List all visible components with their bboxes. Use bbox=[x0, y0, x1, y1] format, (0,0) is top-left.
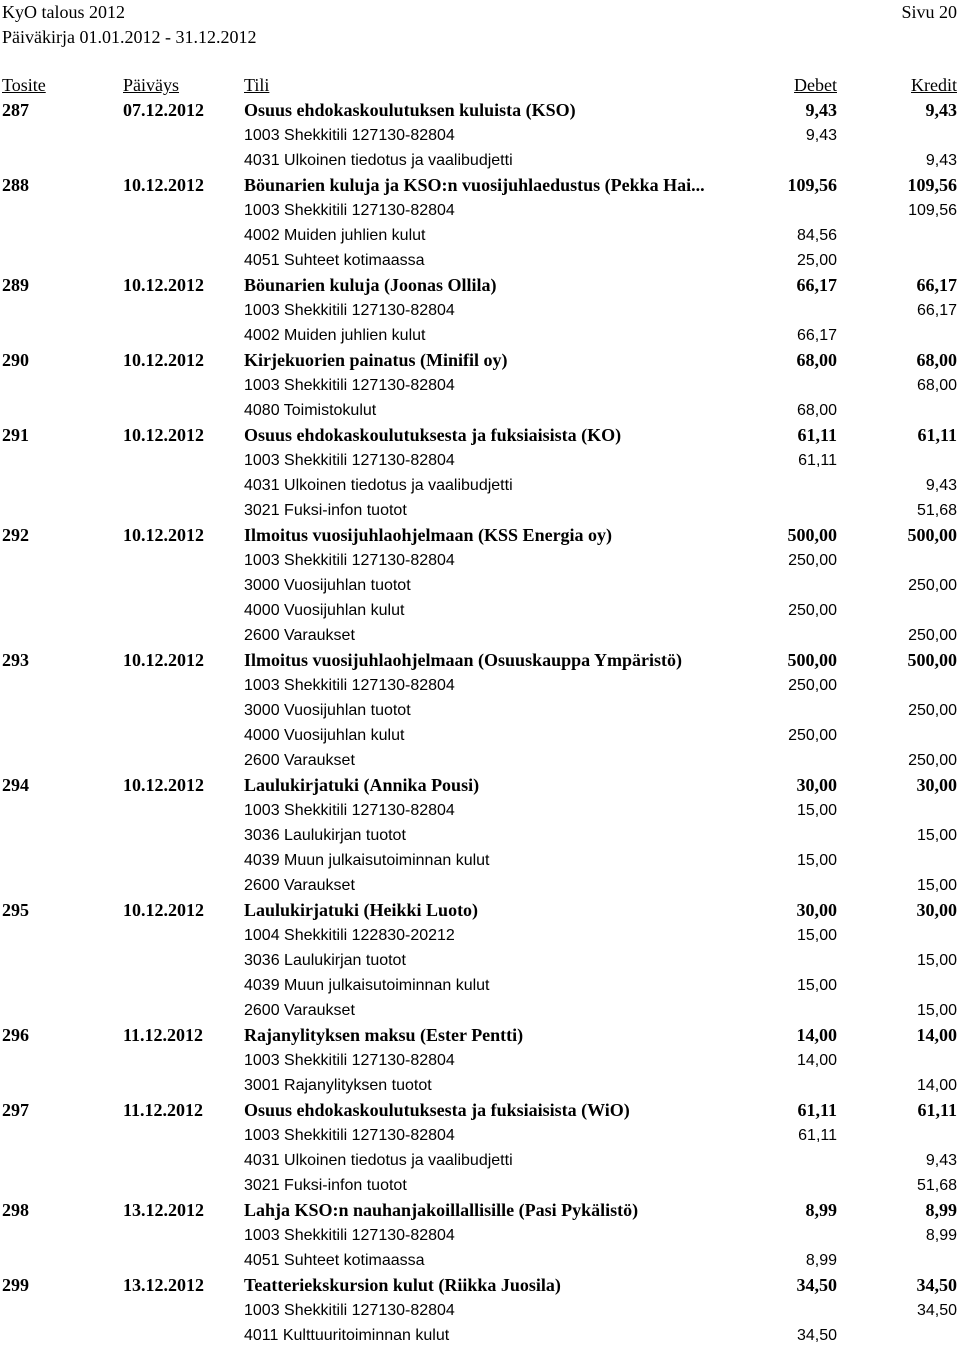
line-kredit: 250,00 bbox=[908, 702, 957, 719]
voucher-number: 295 bbox=[2, 900, 29, 920]
account-line-row bbox=[2, 1073, 957, 1098]
entry-kredit: 500,00 bbox=[907, 650, 957, 670]
column-headers bbox=[2, 73, 957, 98]
entry-debet: 500,00 bbox=[787, 525, 837, 545]
entry-row bbox=[2, 273, 957, 298]
account-line-row bbox=[2, 1248, 957, 1273]
entry-description: Rajanylityksen maksu (Ester Pentti) bbox=[244, 1025, 524, 1045]
account-line-row bbox=[2, 498, 957, 523]
entry-debet: 30,00 bbox=[796, 775, 837, 795]
entry-row bbox=[2, 898, 957, 923]
entry-row bbox=[2, 1023, 957, 1048]
account-name: 3021 Fuksi-infon tuotot bbox=[244, 502, 407, 519]
account-name: 4039 Muun julkaisutoiminnan kulut bbox=[244, 977, 490, 994]
line-debet: 68,00 bbox=[796, 402, 837, 419]
line-kredit: 15,00 bbox=[916, 1002, 957, 1019]
entry-kredit: 109,56 bbox=[907, 175, 957, 195]
report-header bbox=[2, 0, 957, 56]
account-line-row bbox=[2, 248, 957, 273]
entry-description: Lahja KSO:n nauhanjakoillallisille (Pasi Pykälistö) bbox=[244, 1200, 639, 1220]
line-debet: 61,11 bbox=[798, 452, 837, 469]
account-line-row bbox=[2, 223, 957, 248]
line-debet: 15,00 bbox=[796, 802, 837, 819]
entry-row bbox=[2, 173, 957, 198]
entry-date: 07.12.2012 bbox=[123, 100, 204, 120]
account-line-row bbox=[2, 873, 957, 898]
entry-description: Osuus ehdokaskoulutuksesta ja fuksiaisista (WiO) bbox=[244, 1100, 630, 1120]
account-line-row bbox=[2, 573, 957, 598]
report-subtitle: Päiväkirja 01.01.2012 - 31.12.2012 bbox=[2, 27, 257, 47]
entry-debet: 30,00 bbox=[796, 900, 837, 920]
entry-debet: 109,56 bbox=[787, 175, 837, 195]
entry-debet: 34,50 bbox=[796, 1275, 837, 1295]
entry-row bbox=[2, 773, 957, 798]
entry-date: 10.12.2012 bbox=[123, 650, 204, 670]
voucher-number: 290 bbox=[2, 350, 29, 370]
account-name: 4000 Vuosijuhlan kulut bbox=[244, 727, 405, 744]
line-debet: 14,00 bbox=[796, 1052, 837, 1069]
entry-description: Böunarien kuluja ja KSO:n vuosijuhlaedustus (Pekka Hai... bbox=[244, 175, 705, 195]
account-name: 3021 Fuksi-infon tuotot bbox=[244, 1177, 407, 1194]
line-kredit: 9,43 bbox=[925, 1152, 957, 1169]
entry-kredit: 8,99 bbox=[925, 1200, 957, 1220]
line-kredit: 15,00 bbox=[916, 827, 957, 844]
account-line-row bbox=[2, 1173, 957, 1198]
line-debet: 9,43 bbox=[805, 127, 837, 144]
account-line-row bbox=[2, 798, 957, 823]
entry-kredit: 34,50 bbox=[916, 1275, 957, 1295]
account-name: 4031 Ulkoinen tiedotus ja vaalibudjetti bbox=[244, 152, 513, 169]
line-kredit: 8,99 bbox=[925, 1227, 957, 1244]
line-debet: 34,50 bbox=[796, 1327, 837, 1344]
account-line-row bbox=[2, 1323, 957, 1348]
entry-kredit: 500,00 bbox=[907, 525, 957, 545]
account-line-row bbox=[2, 473, 957, 498]
account-name: 4031 Ulkoinen tiedotus ja vaalibudjetti bbox=[244, 477, 513, 494]
entry-date: 10.12.2012 bbox=[123, 775, 204, 795]
account-line-row bbox=[2, 1223, 957, 1248]
entry-description: Ilmoitus vuosijuhlaohjelmaan (Osuuskauppa Ympäristö) bbox=[244, 650, 682, 670]
account-name: 3000 Vuosijuhlan tuotot bbox=[244, 702, 411, 719]
account-name: 3036 Laulukirjan tuotot bbox=[244, 952, 406, 969]
entry-date: 10.12.2012 bbox=[123, 900, 204, 920]
account-line-row bbox=[2, 673, 957, 698]
column-header-paivays: Päiväys bbox=[123, 75, 179, 95]
entry-description: Kirjekuorien painatus (Minifil oy) bbox=[244, 350, 508, 370]
account-name: 1003 Shekkitili 127130-82804 bbox=[244, 1127, 455, 1144]
account-name: 2600 Varaukset bbox=[244, 752, 355, 769]
account-name: 4080 Toimistokulut bbox=[244, 402, 377, 419]
voucher-number: 297 bbox=[2, 1100, 29, 1120]
line-debet: 15,00 bbox=[796, 927, 837, 944]
account-name: 1003 Shekkitili 127130-82804 bbox=[244, 1052, 455, 1069]
entry-row bbox=[2, 423, 957, 448]
entry-row bbox=[2, 348, 957, 373]
account-line-row bbox=[2, 698, 957, 723]
line-kredit: 250,00 bbox=[908, 627, 957, 644]
line-debet: 250,00 bbox=[788, 677, 837, 694]
entry-date: 13.12.2012 bbox=[123, 1275, 204, 1295]
account-name: 4031 Ulkoinen tiedotus ja vaalibudjetti bbox=[244, 1152, 513, 1169]
account-line-row bbox=[2, 548, 957, 573]
entry-debet: 500,00 bbox=[787, 650, 837, 670]
line-debet: 15,00 bbox=[796, 977, 837, 994]
voucher-number: 292 bbox=[2, 525, 29, 545]
entry-kredit: 30,00 bbox=[916, 775, 957, 795]
account-line-row bbox=[2, 998, 957, 1023]
account-line-row bbox=[2, 1123, 957, 1148]
line-debet: 250,00 bbox=[788, 727, 837, 744]
account-name: 1003 Shekkitili 127130-82804 bbox=[244, 802, 455, 819]
entry-debet: 8,99 bbox=[805, 1200, 837, 1220]
voucher-number: 287 bbox=[2, 100, 29, 120]
account-line-row bbox=[2, 1148, 957, 1173]
account-line-row bbox=[2, 323, 957, 348]
account-name: 4011 Kulttuuritoiminnan kulut bbox=[244, 1327, 450, 1344]
line-kredit: 250,00 bbox=[908, 752, 957, 769]
account-line-row bbox=[2, 373, 957, 398]
account-name: 3001 Rajanylityksen tuotot bbox=[244, 1077, 432, 1094]
line-kredit: 15,00 bbox=[916, 952, 957, 969]
account-name: 1004 Shekkitili 122830-20212 bbox=[244, 927, 455, 944]
voucher-number: 288 bbox=[2, 175, 29, 195]
entry-debet: 14,00 bbox=[796, 1025, 837, 1045]
account-line-row bbox=[2, 748, 957, 773]
account-name: 1003 Shekkitili 127130-82804 bbox=[244, 1302, 455, 1319]
line-kredit: 9,43 bbox=[925, 152, 957, 169]
account-line-row bbox=[2, 823, 957, 848]
entry-date: 10.12.2012 bbox=[123, 525, 204, 545]
entry-kredit: 61,11 bbox=[917, 1100, 957, 1120]
account-line-row bbox=[2, 1048, 957, 1073]
line-kredit: 15,00 bbox=[916, 877, 957, 894]
line-kredit: 66,17 bbox=[916, 302, 957, 319]
account-line-row bbox=[2, 123, 957, 148]
account-name: 4051 Suhteet kotimaassa bbox=[244, 1252, 425, 1269]
account-name: 3036 Laulukirjan tuotot bbox=[244, 827, 406, 844]
account-name: 4039 Muun julkaisutoiminnan kulut bbox=[244, 852, 490, 869]
voucher-number: 299 bbox=[2, 1275, 29, 1295]
line-debet: 66,17 bbox=[796, 327, 837, 344]
account-name: 1003 Shekkitili 127130-82804 bbox=[244, 377, 455, 394]
entry-description: Teatteriekskursion kulut (Riikka Juosila) bbox=[244, 1275, 561, 1295]
account-name: 4000 Vuosijuhlan kulut bbox=[244, 602, 405, 619]
account-line-row bbox=[2, 198, 957, 223]
voucher-number: 291 bbox=[2, 425, 29, 445]
account-line-row bbox=[2, 598, 957, 623]
account-name: 1003 Shekkitili 127130-82804 bbox=[244, 1227, 455, 1244]
entry-debet: 61,11 bbox=[797, 425, 837, 445]
account-line-row bbox=[2, 948, 957, 973]
account-name: 4051 Suhteet kotimaassa bbox=[244, 252, 425, 269]
line-kredit: 9,43 bbox=[925, 477, 957, 494]
entry-date: 11.12.2012 bbox=[123, 1100, 204, 1120]
line-kredit: 34,50 bbox=[916, 1302, 957, 1319]
entry-debet: 66,17 bbox=[796, 275, 837, 295]
voucher-number: 289 bbox=[2, 275, 29, 295]
entry-kredit: 68,00 bbox=[916, 350, 957, 370]
entry-date: 10.12.2012 bbox=[123, 175, 204, 195]
entry-date: 13.12.2012 bbox=[123, 1200, 204, 1220]
entry-date: 10.12.2012 bbox=[123, 275, 204, 295]
entry-row bbox=[2, 523, 957, 548]
voucher-number: 293 bbox=[2, 650, 29, 670]
account-line-row bbox=[2, 973, 957, 998]
entry-description: Osuus ehdokaskoulutuksesta ja fuksiaisista (KO) bbox=[244, 425, 622, 445]
entry-description: Laulukirjatuki (Heikki Luoto) bbox=[244, 900, 479, 920]
account-name: 4002 Muiden juhlien kulut bbox=[244, 227, 426, 244]
line-kredit: 14,00 bbox=[916, 1077, 957, 1094]
account-line-row bbox=[2, 148, 957, 173]
entry-debet: 68,00 bbox=[796, 350, 837, 370]
page-number: Sivu 20 bbox=[901, 2, 957, 22]
account-name: 1003 Shekkitili 127130-82804 bbox=[244, 202, 455, 219]
entry-description: Ilmoitus vuosijuhlaohjelmaan (KSS Energia oy) bbox=[244, 525, 613, 545]
entry-description: Laulukirjatuki (Annika Pousi) bbox=[244, 775, 480, 795]
account-line-row bbox=[2, 623, 957, 648]
entry-row bbox=[2, 648, 957, 673]
column-header-debet: Debet bbox=[794, 75, 837, 95]
entry-row bbox=[2, 1273, 957, 1298]
column-header-tosite: Tosite bbox=[2, 75, 46, 95]
entry-debet: 61,11 bbox=[797, 1100, 837, 1120]
entry-description: Osuus ehdokaskoulutuksen kuluista (KSO) bbox=[244, 100, 576, 120]
account-name: 1003 Shekkitili 127130-82804 bbox=[244, 677, 455, 694]
entry-kredit: 9,43 bbox=[925, 100, 957, 120]
line-debet: 8,99 bbox=[805, 1252, 837, 1269]
column-header-tili: Tili bbox=[244, 75, 270, 95]
journal-entries bbox=[2, 98, 957, 1348]
entry-kredit: 30,00 bbox=[916, 900, 957, 920]
account-line-row bbox=[2, 923, 957, 948]
entry-kredit: 61,11 bbox=[917, 425, 957, 445]
voucher-number: 296 bbox=[2, 1025, 29, 1045]
account-line-row bbox=[2, 298, 957, 323]
line-kredit: 250,00 bbox=[908, 577, 957, 594]
account-line-row bbox=[2, 448, 957, 473]
entry-row bbox=[2, 1198, 957, 1223]
line-debet: 61,11 bbox=[798, 1127, 837, 1144]
line-debet: 84,56 bbox=[796, 227, 837, 244]
line-debet: 15,00 bbox=[796, 852, 837, 869]
report-title: KyO talous 2012 bbox=[2, 2, 125, 22]
account-name: 2600 Varaukset bbox=[244, 627, 355, 644]
line-kredit: 68,00 bbox=[916, 377, 957, 394]
entry-row bbox=[2, 1098, 957, 1123]
account-name: 1003 Shekkitili 127130-82804 bbox=[244, 452, 455, 469]
account-name: 1003 Shekkitili 127130-82804 bbox=[244, 552, 455, 569]
entry-kredit: 14,00 bbox=[916, 1025, 957, 1045]
account-line-row bbox=[2, 723, 957, 748]
entry-date: 11.12.2012 bbox=[123, 1025, 204, 1045]
line-debet: 250,00 bbox=[788, 552, 837, 569]
voucher-number: 298 bbox=[2, 1200, 29, 1220]
account-name: 3000 Vuosijuhlan tuotot bbox=[244, 577, 411, 594]
line-kredit: 51,68 bbox=[916, 1177, 957, 1194]
entry-description: Böunarien kuluja (Joonas Ollila) bbox=[244, 275, 497, 295]
voucher-number: 294 bbox=[2, 775, 29, 795]
column-header-kredit: Kredit bbox=[911, 75, 957, 95]
account-line-row bbox=[2, 848, 957, 873]
account-name: 4002 Muiden juhlien kulut bbox=[244, 327, 426, 344]
entry-date: 10.12.2012 bbox=[123, 425, 204, 445]
entry-kredit: 66,17 bbox=[916, 275, 957, 295]
account-name: 1003 Shekkitili 127130-82804 bbox=[244, 127, 455, 144]
account-name: 2600 Varaukset bbox=[244, 1002, 355, 1019]
account-line-row bbox=[2, 1298, 957, 1323]
entry-row bbox=[2, 98, 957, 123]
account-line-row bbox=[2, 398, 957, 423]
account-name: 1003 Shekkitili 127130-82804 bbox=[244, 302, 455, 319]
line-debet: 25,00 bbox=[796, 252, 837, 269]
line-kredit: 51,68 bbox=[916, 502, 957, 519]
line-kredit: 109,56 bbox=[908, 202, 957, 219]
entry-debet: 9,43 bbox=[805, 100, 837, 120]
line-debet: 250,00 bbox=[788, 602, 837, 619]
account-name: 2600 Varaukset bbox=[244, 877, 355, 894]
entry-date: 10.12.2012 bbox=[123, 350, 204, 370]
